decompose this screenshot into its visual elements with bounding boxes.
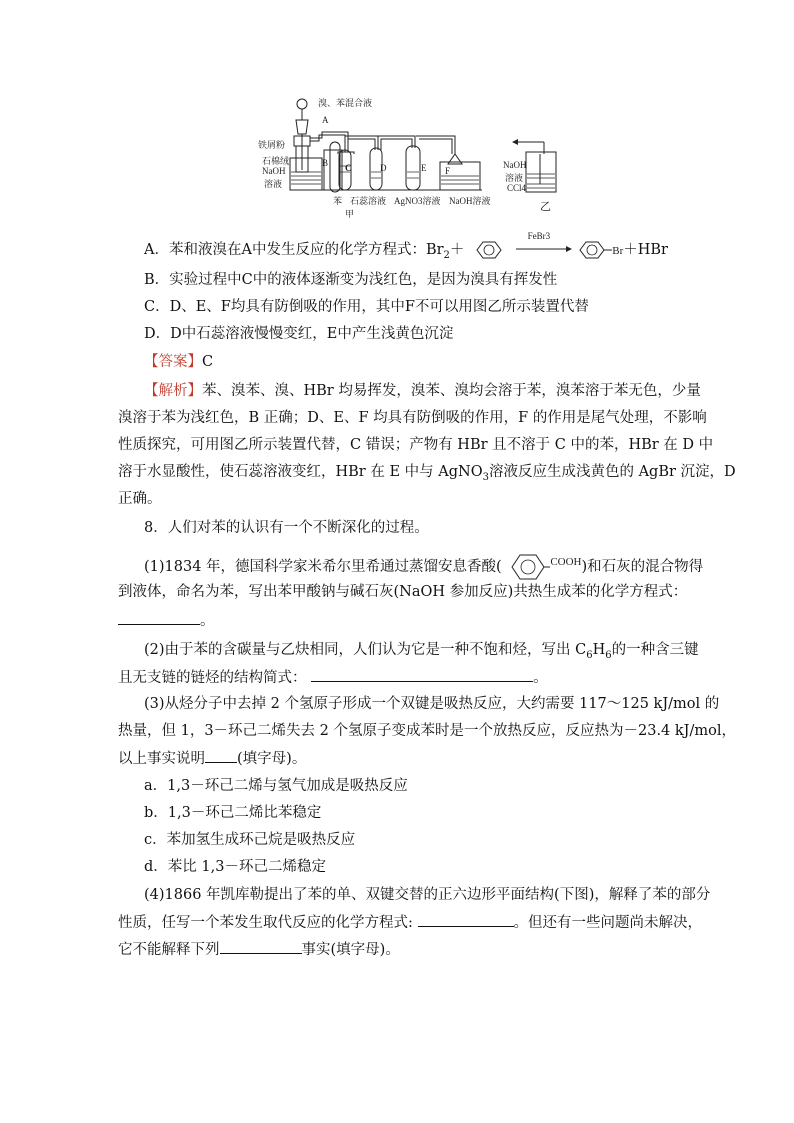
analysis-line-5: 正确。 [118, 491, 162, 507]
label-benzene: 苯 [333, 196, 343, 206]
label-agno3: AgNO3溶液 [394, 196, 441, 206]
q8-p2-text-a: (2)由于苯的含碳量与乙炔相同，人们认为它是一种不饱和烃，写出 C [144, 642, 587, 658]
label-a: A [322, 115, 329, 125]
analysis-text-4a: 溶于水显酸性，使石蕊溶液变红，HBr 在 E 中与 AgNO [118, 464, 483, 480]
q8-p3-line2: 热量，但 1，3－环己二烯失去 2 个氢原子变成苯时是一个放热反应，反应热为－23.4 kJ/mol， [118, 723, 736, 739]
q8-p1-end: 。 [200, 613, 215, 629]
answer-blank-5[interactable] [220, 939, 302, 954]
analysis-text-4b: 溶液反应生成浅黄色的 AgBr 沉淀，D [488, 464, 736, 480]
q8-p1-line2: 到液体，命名为苯，写出苯甲酸钠与碱石灰(NaOH 参加反应)共热生成苯的化学方程式： [118, 584, 688, 600]
option-a-sub: 2 [443, 249, 450, 261]
label-mixture: 溴、苯混合液 [318, 98, 373, 108]
label-solution-right: 溶液 [505, 173, 524, 183]
q8-p3-option-b: b．1,3－环己二烯比苯稳定 [144, 805, 322, 821]
analysis-text-1: 苯、溴苯、溴、HBr 均易挥发，溴苯、溴均会溶于苯，溴苯溶于苯无色，少量 [202, 383, 701, 399]
label-yi: 乙 [540, 201, 551, 213]
q8-p2-text-b: 的一种含三键 [611, 642, 699, 658]
bromo-label: Br [612, 245, 624, 257]
q8-p2-end: 。 [533, 670, 548, 686]
answer-blank-2[interactable] [311, 667, 533, 682]
label-naoh-right: NaOH [503, 160, 527, 170]
q8-p2-sub2: 6 [605, 649, 612, 661]
bromobenzene-icon [576, 240, 612, 260]
q8-p2-text-c: 且无支链的链烃的结构简式： [118, 670, 307, 686]
analysis-line-3: 性质探究，可用图乙所示装置代替，C 错误；产物有 HBr 且不溶于 C 中的苯，HBr 在 D 中 [118, 437, 714, 453]
q8-p3-line1: (3)从烃分子中去掉 2 个氢原子形成一个双键是吸热反应，大约需要 117～125 kJ/mol 的 [144, 696, 720, 712]
q8-p4-line1: (4)1866 年凯库勒提出了苯的单、双键交替的正六边形平面结构(下图)，解释了苯的部分 [144, 887, 711, 903]
analysis-line-2: 溴溶于苯为浅红色，B 正确；D、E、F 均具有防倒吸的作用，F 的作用是尾气处理，不影响 [118, 410, 707, 426]
q8-p4-text-a: 性质，任写一个苯发生取代反应的化学方程式: [118, 915, 413, 931]
q8-p3-option-d: d．苯比 1,3－环己二烯稳定 [144, 859, 326, 875]
label-c: C [345, 163, 352, 173]
q8-p1-line1 [144, 552, 703, 582]
label-jia: 甲 [345, 209, 355, 219]
q8-p2-h: H [592, 642, 606, 658]
option-c: C．D、E、F均具有防倒吸的作用，其中F不可以用图乙所示装置代替 [144, 299, 589, 315]
q8-p1-text-a: (1)1834 年，德国科学家米希尔里希通过蒸馏安息香酸( [144, 559, 502, 575]
q8-p1-line3 [118, 610, 215, 631]
answer-blank-4[interactable] [418, 912, 514, 927]
label-litmus: 石蕊溶液 [350, 196, 387, 206]
analysis-line-1 [144, 381, 701, 401]
label-naoh-bottom: NaOH溶液 [449, 196, 491, 206]
label-d: D [380, 163, 387, 173]
cooh-label: COOH [550, 556, 582, 568]
label-f: F [445, 166, 451, 176]
q8-p1-text-b: )和石灰的混合物得 [581, 559, 704, 575]
q8-p3-option-a: a．1,3－环己二烯与氢气加成是吸热反应 [144, 778, 408, 794]
q8-p4-line2 [118, 912, 702, 933]
q8-p4-line3 [118, 939, 400, 960]
label-b: B [322, 158, 329, 168]
option-b: B．实验过程中C中的液体逐渐变为浅红色，是因为溴具有挥发性 [144, 272, 558, 288]
option-a-prefix: A．苯和液溴在A中发生反应的化学方程式：Br [144, 242, 444, 258]
answer-value: C [202, 354, 214, 370]
label-naoh-left: NaOH [262, 166, 286, 176]
q8-p3-text-b: (填字母)。 [237, 751, 307, 767]
q8-p4-text-b: 。但还有一些问题尚未解决， [513, 915, 702, 931]
option-a [144, 231, 668, 266]
answer [144, 352, 213, 372]
label-ccl4: CCl4 [507, 183, 527, 193]
q8-p4-text-d: 事实(填字母)。 [301, 942, 400, 958]
option-a-plus: ＋ [449, 242, 465, 258]
label-iron: 铁屑粉 [258, 140, 286, 150]
q8-p4-text-c: 它不能解释下列 [118, 942, 220, 958]
q8-p3-text-a: 以上事实说明 [118, 751, 205, 767]
analysis-tag: 【解析】 [144, 383, 202, 399]
q8-p2-line1 [144, 640, 699, 666]
q8-stem: 8．人们对苯的认识有一个不断深化的过程。 [144, 520, 429, 536]
q8-p3-line3 [118, 748, 306, 769]
benzene-ring-icon [469, 240, 509, 260]
label-solution-left: 溶液 [264, 179, 283, 189]
answer-blank-3[interactable] [205, 748, 237, 763]
analysis-sub-3: 3 [482, 471, 489, 483]
option-d: D．D中石蕊溶液慢慢变红，E中产生浅黄色沉淀 [144, 326, 454, 342]
answer-blank-1[interactable] [118, 610, 200, 625]
catalyst-label: FeBr3 [527, 231, 551, 241]
analysis-line-4 [118, 462, 736, 488]
q8-p2-line2 [118, 667, 548, 688]
label-e: E [421, 163, 427, 173]
option-a-suffix: ＋HBr [623, 242, 668, 258]
q8-p3-option-c: c．苯加氢生成环己烷是吸热反应 [144, 832, 356, 848]
q8-p2-sub1: 6 [586, 649, 593, 661]
benzoic-acid-ring-icon [506, 552, 550, 582]
label-asbestos: 石棉绒 [262, 156, 290, 166]
answer-tag: 【答案】 [144, 354, 202, 370]
